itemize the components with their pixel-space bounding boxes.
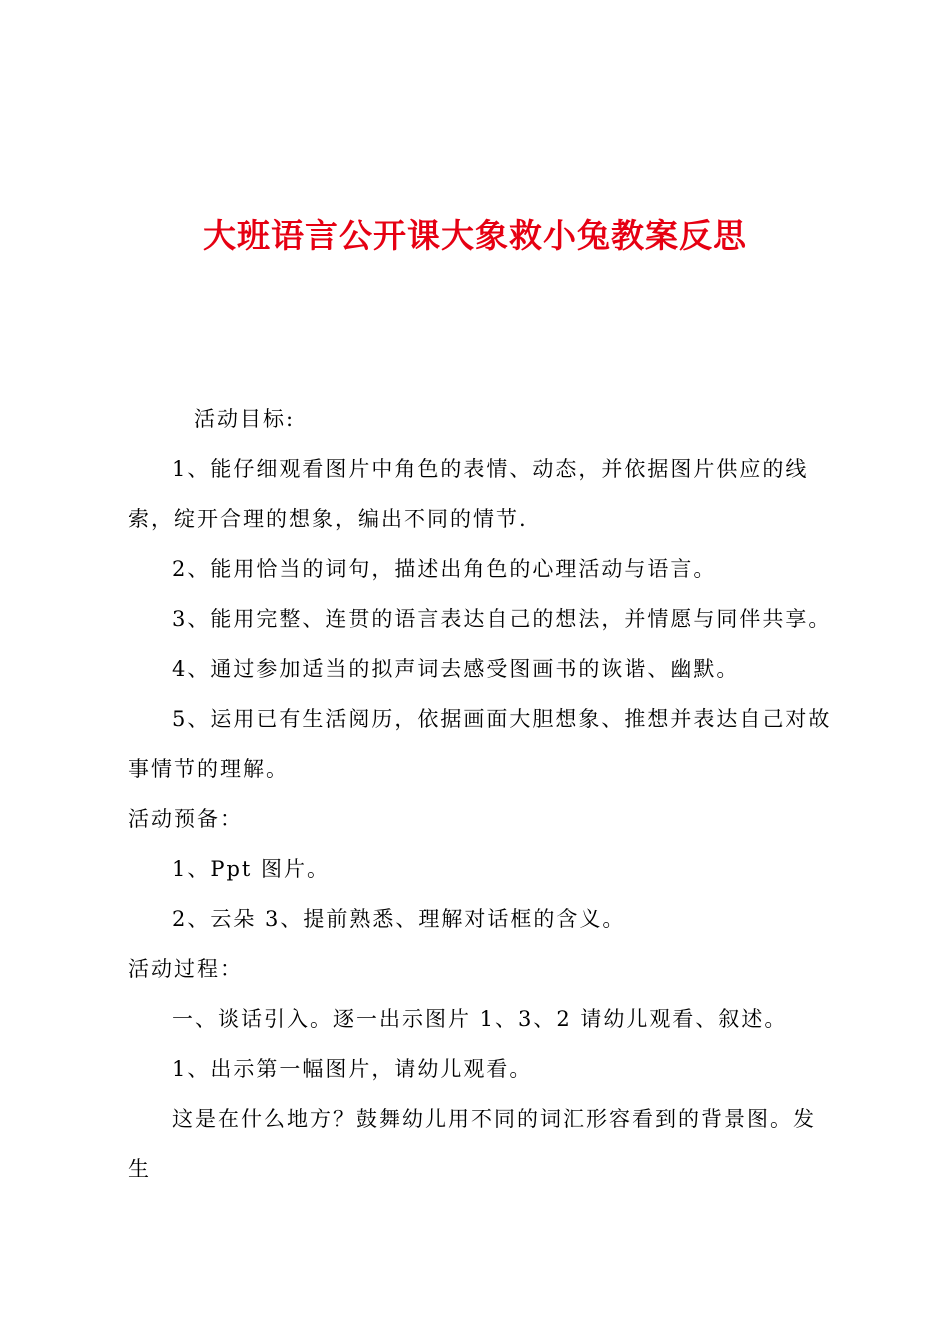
- document-body: [128, 394, 838, 1194]
- paragraph: 5、运用已有生活阅历，依据画面大胆想象、推想并表达自己对故事情节的理解。: [128, 707, 832, 781]
- document-title: 大班语言公开课大象救小兔教案反思: [203, 216, 747, 255]
- paragraph: 一、谈话引入。逐一出示图片 1、3、2 请幼儿观看、叙述。: [172, 1007, 788, 1031]
- section-heading-goals: 活动目标:: [194, 407, 296, 431]
- section-heading-process: 活动过程：: [128, 957, 243, 981]
- paragraph: 3、能用完整、连贯的语言表达自己的想法，并情愿与同伴共享。: [172, 607, 832, 631]
- paragraph: 1、出示第一幅图片，请幼儿观看。: [172, 1057, 533, 1081]
- paragraph: 2、能用恰当的词句，描述出角色的心理活动与语言。: [172, 557, 717, 581]
- paragraph: 1、Ppt 图片。: [172, 857, 331, 881]
- paragraph: 4、通过参加适当的拟声词去感受图画书的诙谐、幽默。: [172, 657, 740, 681]
- paragraph: 1、能仔细观看图片中角色的表情、动态，并依据图片供应的线索，绽开合理的想象，编出不同的情节.: [128, 457, 809, 531]
- paragraph: 2、云朵 3、提前熟悉、理解对话框的含义。: [172, 907, 626, 931]
- section-heading-preparation: 活动预备：: [128, 807, 243, 831]
- paragraph: 这是在什么地方？鼓舞幼儿用不同的词汇形容看到的背景图。发生: [128, 1107, 816, 1181]
